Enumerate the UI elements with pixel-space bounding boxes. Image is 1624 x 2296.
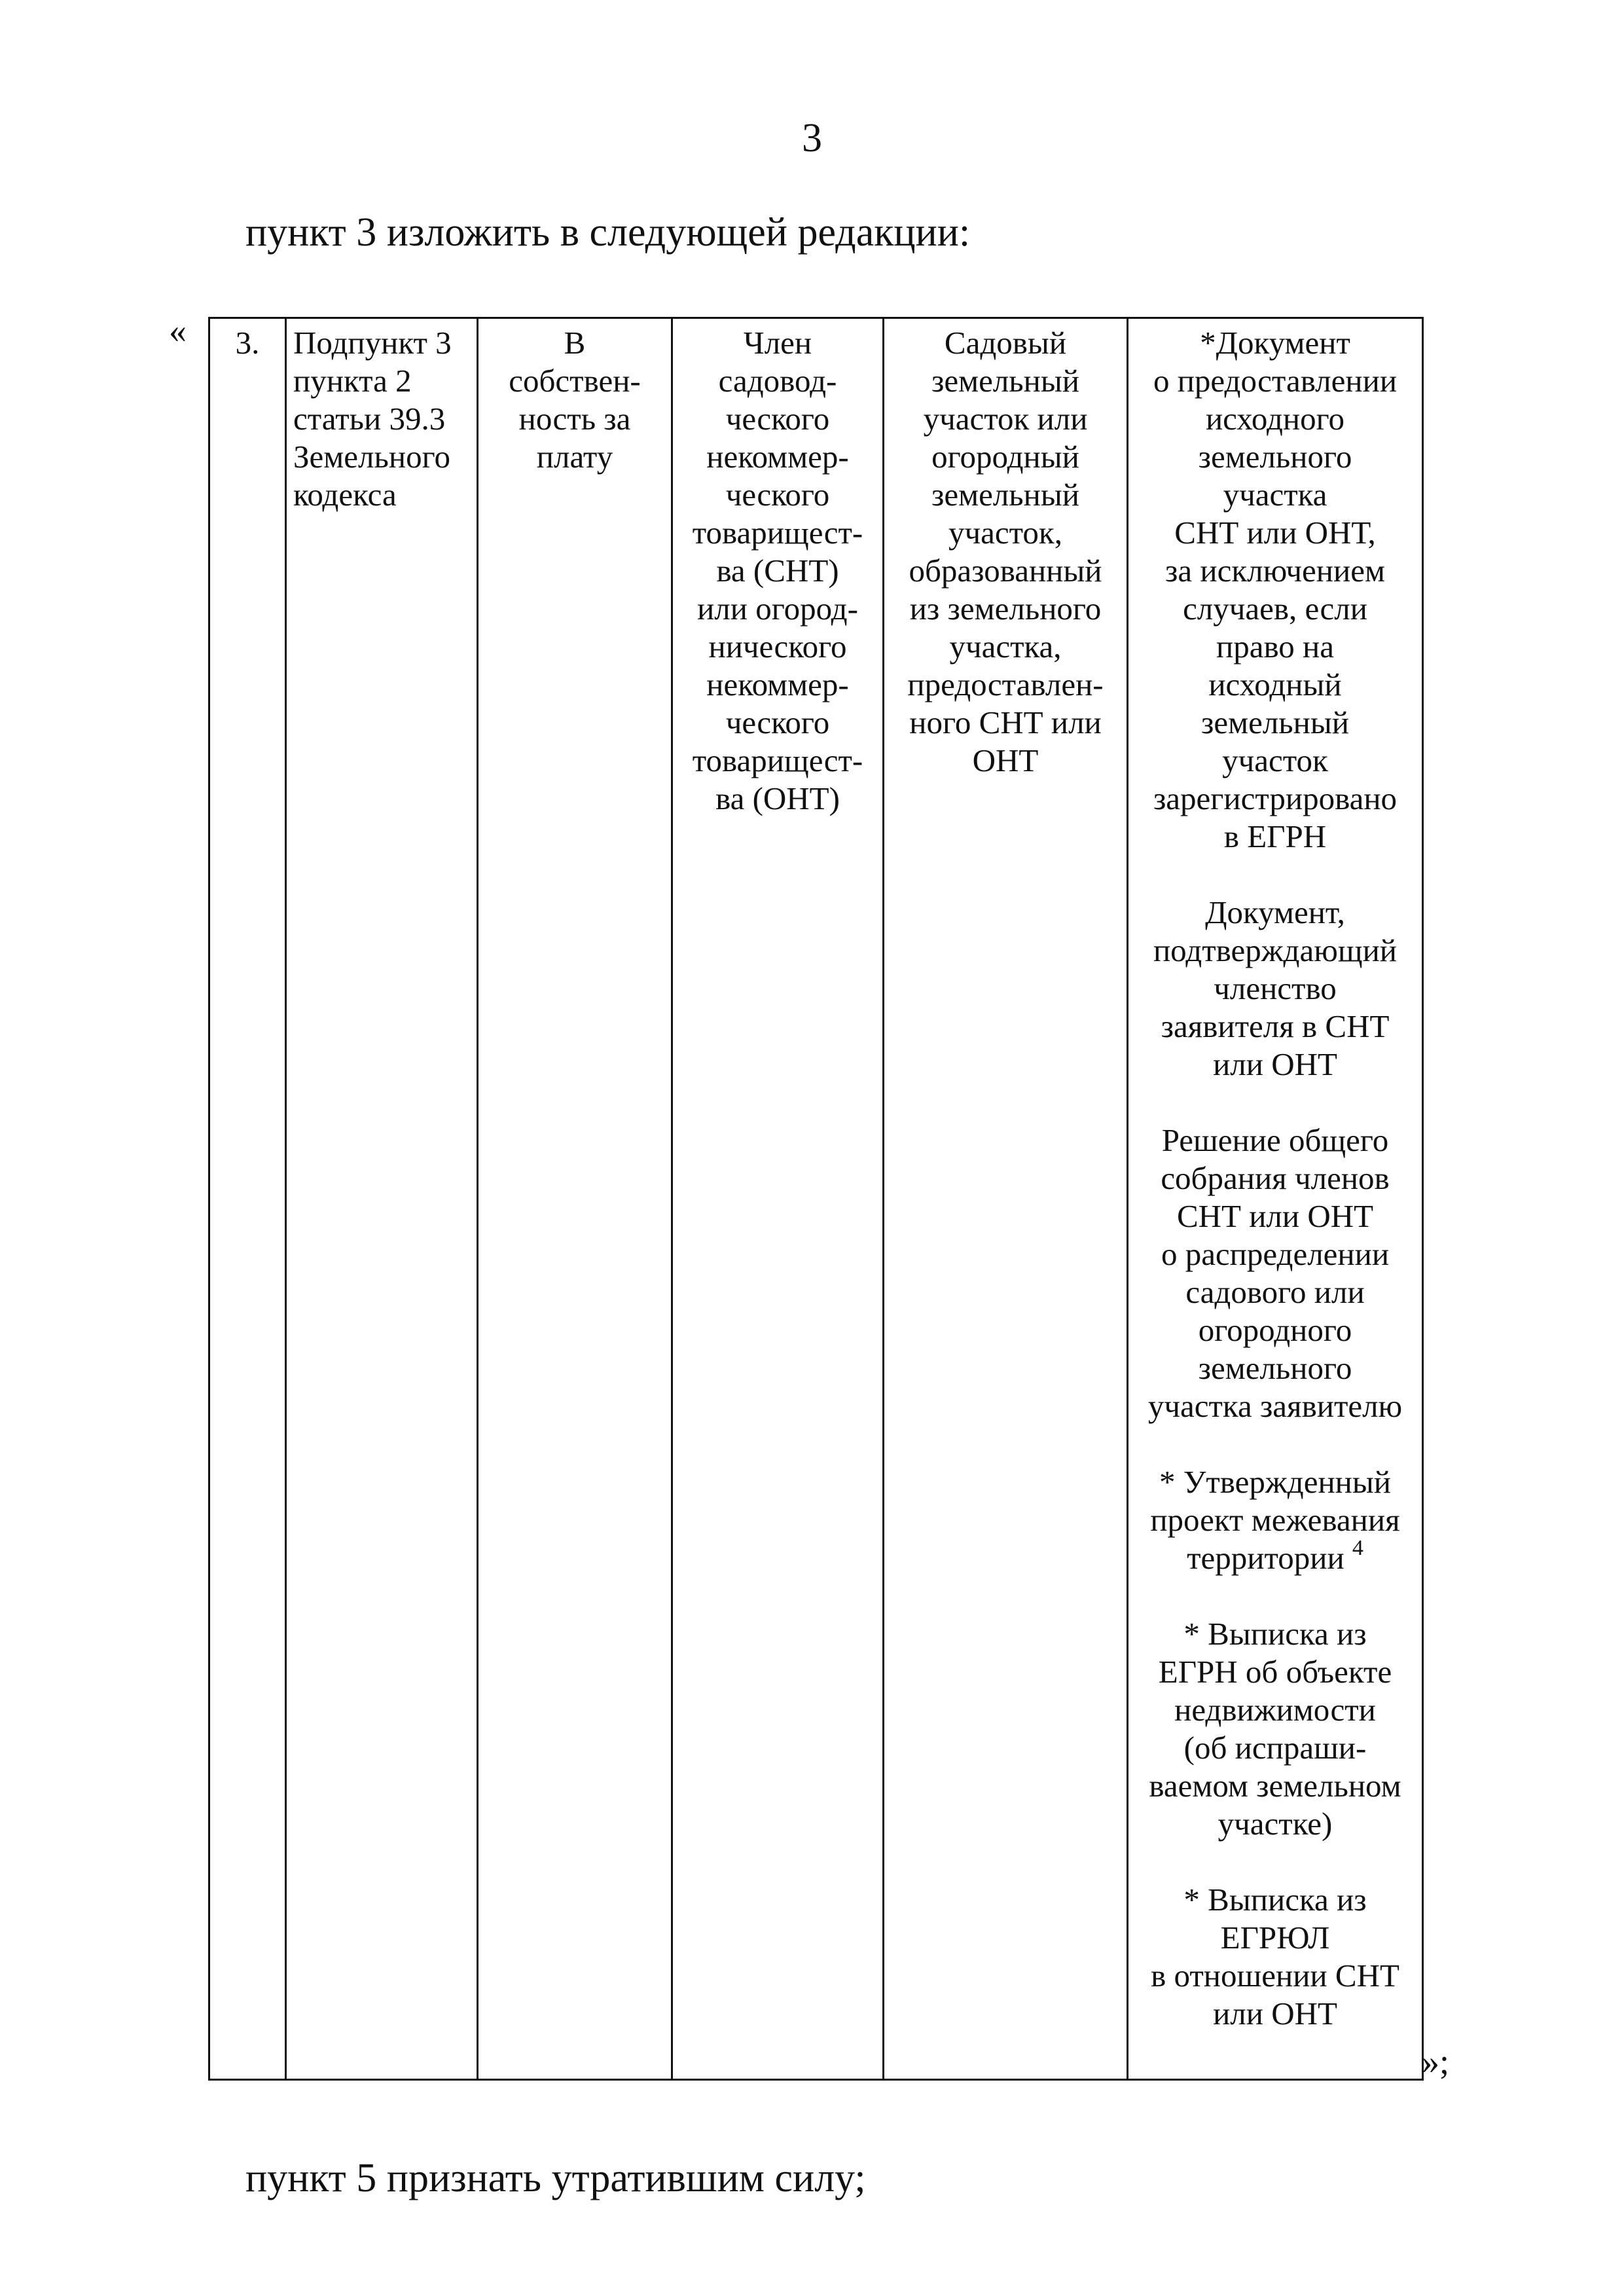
opening-quote: « (169, 311, 187, 350)
document-item: * Утвержденный проект межевания территории $^4$ (1150, 1464, 1400, 1576)
legal-basis: Подпункт 3 пункта 2 статьи 39.3 Земельного кодекса (293, 325, 452, 513)
document-item: Решение общего собрания членов СНТ или ОНТ о распределении садового или огородного земельного участка заявителю (1147, 1122, 1403, 1424)
amendment-table (208, 317, 1424, 2081)
document-item: * Выписка из ЕГРН об объекте недвижимости (об испраши- ваемом земельном участке) (1149, 1616, 1401, 1842)
document-item: * Выписка из ЕГРЮЛ в отношении СНТ или ОНТ (1151, 1882, 1399, 2032)
intro-paragraph: пункт 3 изложить в следующей редакции: (245, 210, 971, 255)
land-plot: Садовый земельный участок или огородный земельный участок, образованный из земельного участка, предоставлен- ного СНТ или ОНТ (907, 325, 1104, 778)
footnote-marker: 4 (1352, 1535, 1363, 1560)
closing-quote: »; (1422, 2042, 1450, 2081)
documents-cell (1128, 318, 1423, 2080)
row-number: 3. (235, 325, 260, 361)
document-item: Документ, подтверждающий членство заявителя в СНТ или ОНТ (1153, 894, 1398, 1082)
document-item: *Документ о предоставлении исходного земельного участка СНТ или ОНТ, за исключением случаев, если право на исходный земельный участок зарегистрировано в ЕГРН (1153, 325, 1398, 854)
legal-basis-cell (286, 318, 478, 2080)
land-plot-cell (884, 318, 1128, 2080)
row-number-cell (209, 318, 286, 2080)
provision-type-cell (478, 318, 672, 2080)
page-number: 3 (802, 116, 822, 160)
outro-paragraph: пункт 5 признать утратившим силу; (245, 2156, 866, 2200)
applicant-cell (672, 318, 884, 2080)
table-row (209, 318, 1423, 2080)
provision-type: В собствен- ность за плату (509, 325, 641, 475)
applicant: Член садовод- ческого некоммер- ческого товарищест- ва (СНТ) или огород- нического некоммер- ческого товарищест- ва (ОНТ) (692, 325, 863, 816)
